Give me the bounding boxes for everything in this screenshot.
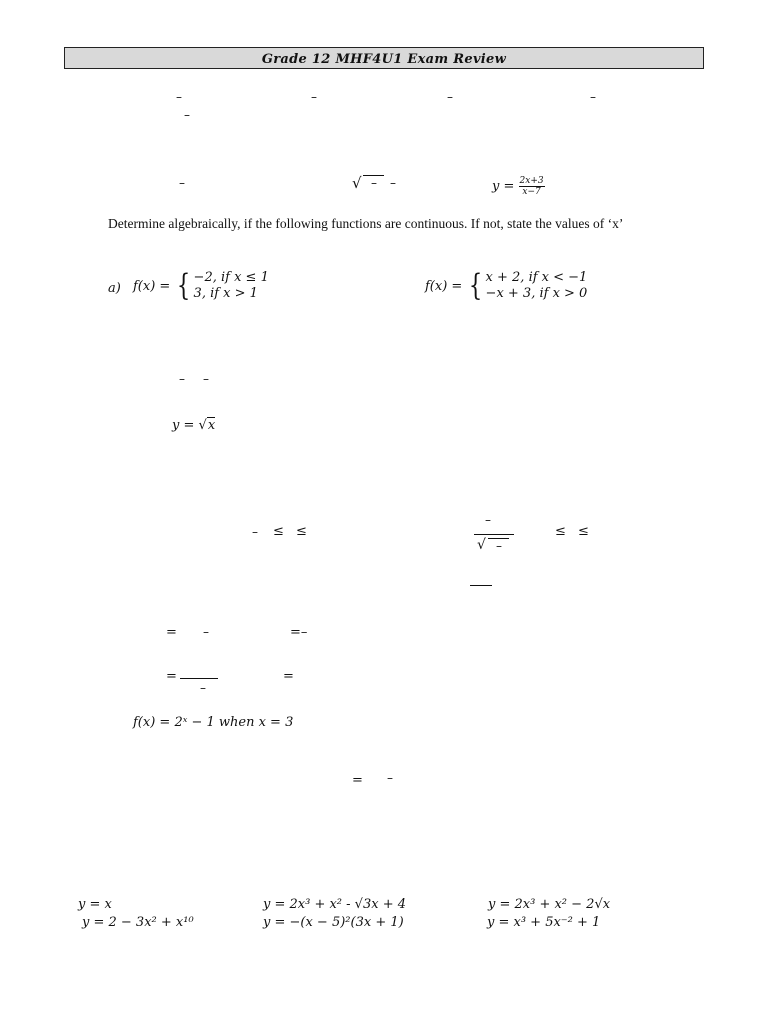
rational-function (492, 176, 545, 197)
equals-sign: = (166, 625, 177, 640)
piecewise-b-wrap (425, 270, 587, 302)
piecewise-b-case2: −x + 3, if x > 0 (485, 286, 588, 301)
dash-mark: – (252, 525, 258, 539)
equals-sign: = (352, 773, 363, 788)
part-a-label-text: a) (108, 281, 121, 296)
le-symbol: ≤ (296, 524, 307, 539)
exam-header (64, 47, 704, 69)
rational-fraction (519, 176, 545, 197)
dash-mark: – (176, 90, 182, 104)
exam-title: Grade 12 MHF4U1 Exam Review (261, 52, 507, 67)
underline-rule (470, 585, 492, 586)
piecewise-a-lhs: f(x) = (133, 278, 171, 294)
equals-dash: =– (290, 625, 308, 640)
derivative-expr: y = 2 − 3x² + x¹⁰ (82, 915, 194, 930)
piecewise-a (133, 270, 269, 302)
piecewise-b-case1: x + 2, if x < −1 (485, 270, 588, 285)
derivative-expr: y = 2x³ + x² − 2√x (488, 897, 611, 912)
piecewise-a-case1: −2, if x ≤ 1 (193, 270, 269, 285)
piecewise-b-lhs: f(x) = (425, 278, 463, 294)
part-a-label (108, 281, 121, 296)
sqrt-radicand-dash: – (363, 175, 384, 190)
dash-mark: – (200, 681, 206, 695)
dash-mark: – (387, 771, 393, 785)
dash-mark: – (179, 372, 185, 386)
sqrt-function (172, 418, 215, 433)
piecewise-b-cases (486, 270, 588, 302)
dash-mark: – (179, 176, 185, 190)
dash-mark: – (184, 108, 190, 122)
piecewise-a-wrap (133, 270, 269, 302)
sqrt-symbol: √ (352, 174, 362, 192)
brace-icon: { (177, 268, 191, 303)
le-symbol: ≤ (578, 524, 589, 539)
brace-icon: { (469, 268, 483, 303)
fraction-bar (474, 534, 514, 535)
dash-mark: – (203, 372, 209, 386)
equals-sign: = (283, 669, 294, 684)
equals-sign: = (166, 669, 177, 684)
sqrt-function-lhs: y = (172, 418, 195, 433)
dash-mark: – (390, 176, 396, 190)
fraction-numerator: 2x+3 (519, 176, 544, 186)
fraction-bar (180, 678, 218, 679)
piecewise-b (425, 270, 587, 302)
dash-mark: – (447, 90, 453, 104)
sqrt-symbol: √ (477, 537, 486, 553)
sqrt-function-radical: √ (198, 418, 207, 433)
dash-mark: – (311, 90, 317, 104)
derivative-expr: y = −(x − 5)²(3x + 1) (263, 915, 404, 930)
sqrt-function-radicand: x (207, 418, 216, 433)
continuity-instruction: Determine algebraically, if the following functions are continuous. If not, state the values of ‘x’ (108, 216, 624, 231)
piecewise-a-cases (194, 270, 269, 302)
dash-mark: – (590, 90, 596, 104)
derivative-expr: y = x³ + 5x⁻² + 1 (487, 915, 601, 930)
derivative-expr: y = x (78, 897, 112, 912)
sqrt-radicand-dash: – (488, 538, 509, 553)
dash-mark: – (203, 625, 209, 639)
exponential-function: f(x) = 2ˣ − 1 when x = 3 (133, 715, 294, 730)
rational-lhs: y = (492, 179, 515, 194)
le-symbol: ≤ (555, 524, 566, 539)
fraction-denominator: x−7 (522, 187, 541, 197)
piecewise-a-case2: 3, if x > 1 (193, 286, 258, 301)
dash-mark: – (485, 513, 491, 527)
derivative-expr: y = 2x³ + x² - √3x + 4 (263, 897, 406, 912)
le-symbol: ≤ (273, 524, 284, 539)
